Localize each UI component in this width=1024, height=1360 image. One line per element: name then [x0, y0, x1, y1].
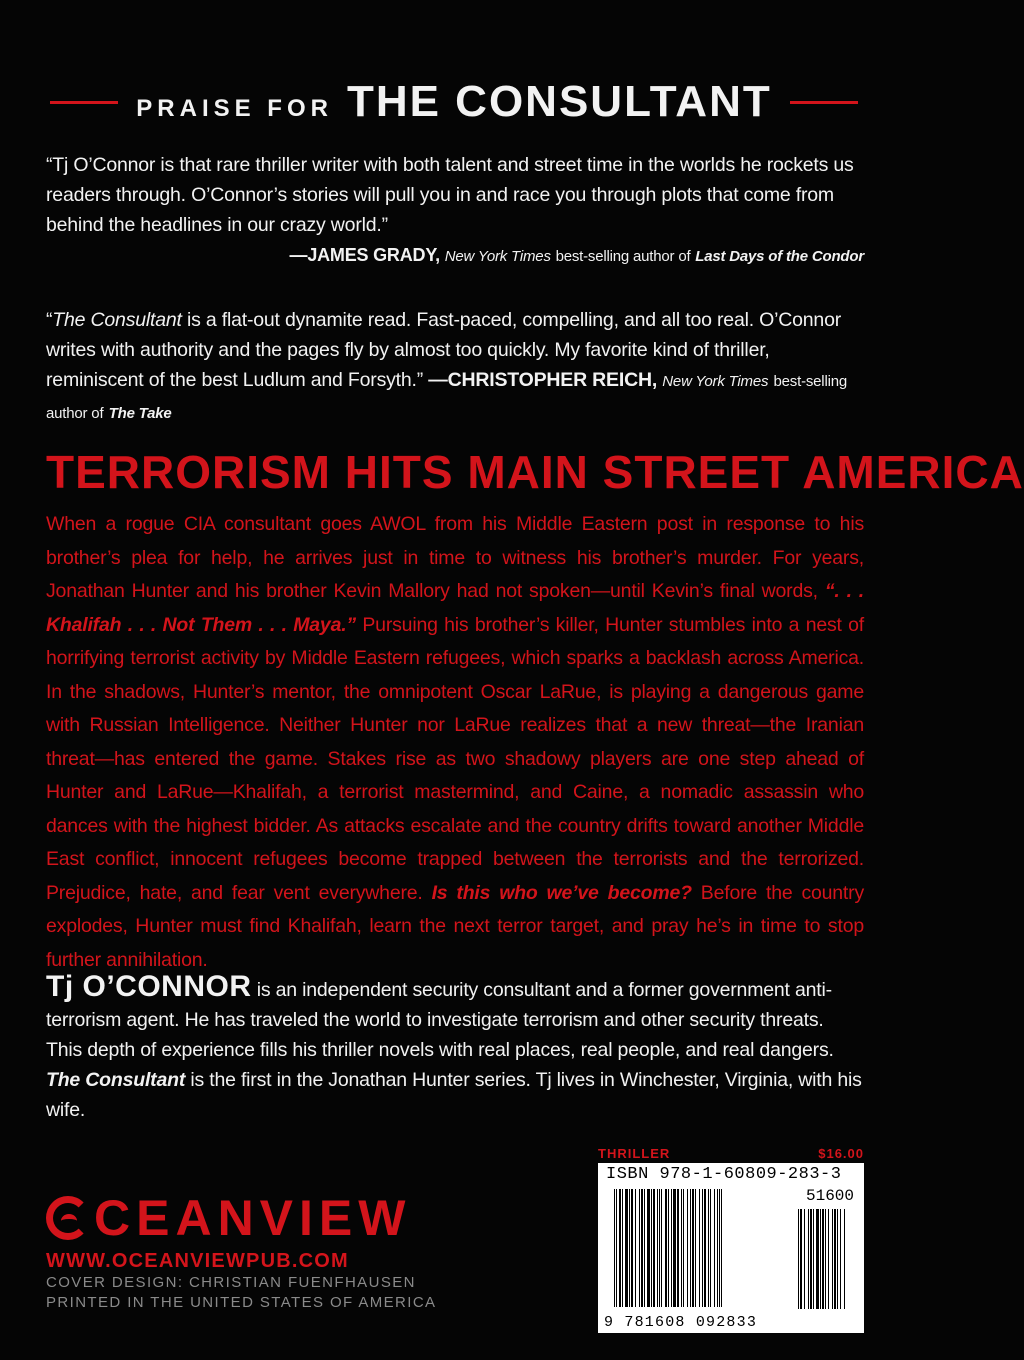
quote-text: “Tj O’Connor is that rare thriller writer with both talent and street time in the worlds he rockets us readers through. O’Connor’s stories will pull you in and race you through plots that come from behind the headlines in our crazy world.” [46, 154, 854, 236]
synopsis-part-2: Pursuing his brother’s killer, Hunter stumbles into a nest of horrifying terrorist activity by Middle Eastern refugees, which sparks a backlash across America. In the shadows, Hunter’s mentor, the omnipotent Oscar LaRue, is playing a dangerous game with Russian Intelligence. Neither Hunter nor LaRue realizes that a new threat—the Iranian threat—has entered the game. Stakes rise as two shadowy players are one step ahead of Hunter and LaRue—Khalifah, a terrorist mastermind, and Caine, a nomadic assassin who dances with the highest bidder. As attacks escalate and the country drifts toward another Middle East conflict, innocent refugees become trapped between the terrorists and the terrorized. Prejudice, hate, and fear vent everywhere. [46, 613, 864, 904]
quote-inline-title: The Consultant [52, 309, 182, 331]
bio-book-title: The Consultant [46, 1069, 186, 1091]
praise-prefix: PRAISE FOR [136, 95, 333, 122]
quote-grady [46, 150, 864, 272]
barcode-header [598, 1146, 864, 1161]
barcode-bar [844, 1209, 845, 1309]
publisher-website: WWW.OCEANVIEWPUB.COM [46, 1250, 349, 1272]
barcode-main-bars [614, 1189, 722, 1307]
printed-in: PRINTED IN THE UNITED STATES OF AMERICA [46, 1294, 437, 1311]
praise-book-title: THE CONSULTANT [346, 77, 772, 126]
attribution-name: —CHRISTOPHER REICH, [428, 369, 658, 391]
barcode-addon-bars [798, 1209, 845, 1309]
genre-label: THRILLER [598, 1146, 671, 1161]
publisher-logo [46, 1190, 466, 1246]
wave-logo-icon [46, 1196, 90, 1240]
author-name: Tj O’CONNOR [46, 970, 252, 1003]
bio-part-2: is the first in the Jonathan Hunter series. Tj lives in Winchester, Virginia, with his wife. [46, 1069, 862, 1121]
barcode-box [598, 1163, 864, 1333]
attribution-role: best-selling author of [555, 248, 691, 265]
synopsis-emphasis-1: “. . . Khalifah . . . Not Them . . . Maya.” [46, 580, 864, 636]
synopsis [46, 508, 864, 977]
attribution-name: —JAMES GRADY, [289, 245, 440, 265]
cover-design-credit: COVER DESIGN: CHRISTIAN FUENFHAUSEN [46, 1274, 416, 1291]
praise-title [136, 77, 771, 127]
isbn-text: ISBN 978-1-60809-283-3 [606, 1165, 842, 1184]
addon-code: 51600 [805, 1187, 854, 1205]
quote-open: “ [46, 309, 53, 331]
synopsis-part-1: When a rogue CIA consultant goes AWOL from his Middle Eastern post in response to his brother’s plea for help, he arrives just in time to witness his brother’s murder. For years, Jonathan Hunter and his brother Kevin Mallory had not spoken—until Kevin’s final words, [46, 513, 864, 602]
quote-attribution [46, 240, 864, 272]
barcode-area [598, 1146, 864, 1333]
attribution-work: Last Days of the Condor [695, 248, 864, 265]
attribution-publication: New York Times [444, 248, 551, 265]
attribution-publication: New York Times [662, 373, 769, 390]
price-label: $16.00 [818, 1146, 864, 1161]
attribution-role: best-selling author of [46, 373, 847, 422]
left-rule [50, 101, 118, 104]
bio-part-1: is an independent security consultant and a former government anti-terrorism agent. He has traveled the world to investigate terrorism and other security threats. This depth of experience fills his thriller novels with real places, real people, and real dangers. [46, 979, 834, 1061]
right-rule [790, 101, 858, 104]
barcode-bar [721, 1189, 722, 1307]
logo-text: CEANVIEW [94, 1190, 412, 1246]
barcode-digits: 9 781608 092833 [604, 1314, 758, 1331]
synopsis-emphasis-2: Is this who we’ve become? [431, 881, 692, 904]
publisher-block [46, 1190, 466, 1313]
praise-header [50, 78, 858, 126]
author-bio [46, 972, 864, 1125]
headline: TERRORISM HITS MAIN STREET AMERICA [46, 446, 1024, 498]
synopsis-part-3: Before the country explodes, Hunter must find Khalifah, learn the next terror target, and pray he’s in time to stop further annihilation. [46, 881, 864, 971]
attribution-work: The Take [108, 405, 172, 422]
quote-text: is a flat-out dynamite read. Fast-paced, compelling, and all too real. O’Connor writes with authority and the pages fly by almost too quickly. My favorite kind of thriller, reminiscent of the best Ludlum and Forsyth.” [46, 309, 842, 391]
quote-reich [46, 305, 864, 429]
